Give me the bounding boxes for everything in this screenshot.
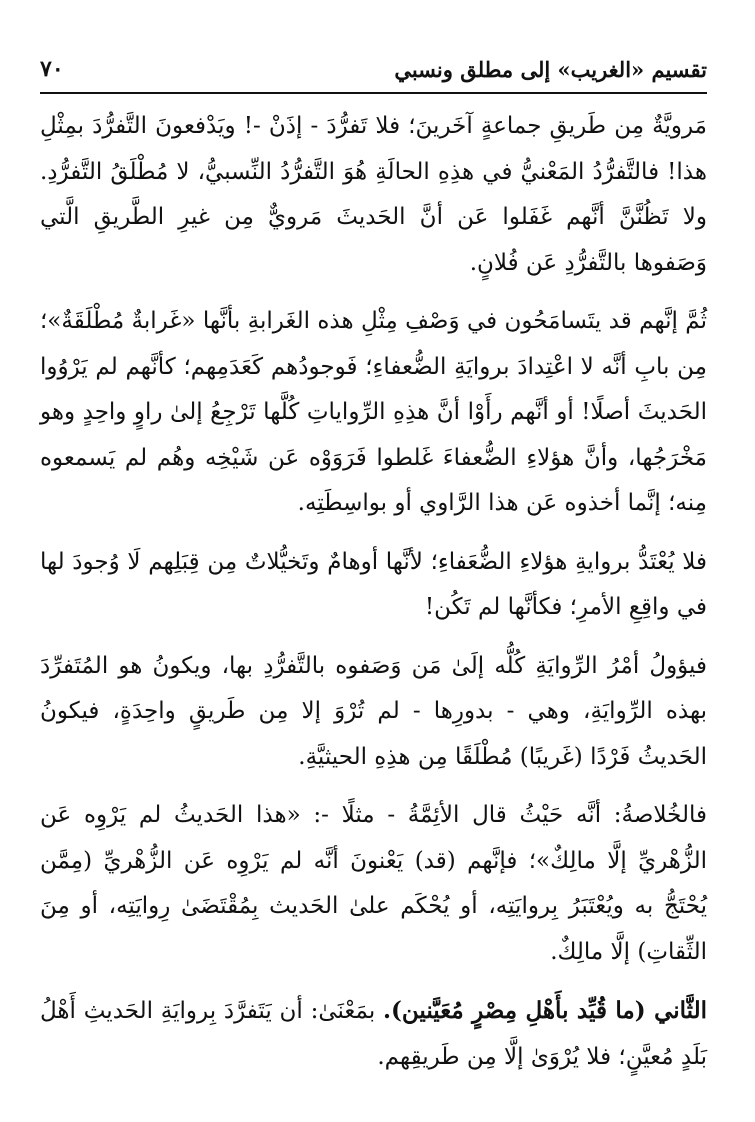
paragraph-6	[40, 988, 707, 1080]
paragraph-5: فالخُلاصةُ: أنَّه حَيْثُ قال الأئِمَّةُ - مثلًا -: «هذا الحَديثُ لم يَرْوِه عَن الزُّهْريِّ إلَّا مالِكٌ»؛ فإنَّهم (قد) يَعْنونَ أنَّه لم يَرْوِه عَن الزُّهْريِّ (مِمَّن يُحْتَجُّ به ويُعْتَبَرُ بِروايَتِه، أو يُحْكَم علىٰ الحَديث بِمُقْتَضَىٰ رِوايَتِه، أو مِنَ الثِّقاتِ) إلَّا مالِكٌ.	[40, 802, 707, 965]
page-header	[40, 52, 707, 86]
paragraph-2: ثُمَّ إنَّهم قد يتَسامَحُون في وَصْفِ مِثْلِ هذه الغَرابةِ بأنَّها «غَرابةٌ مُطْلَقَةٌ»؛ مِن بابِ أنَّه لا اعْتِدادَ بروايَةِ الضُّعفاءِ؛ فَوجودُهم كَعَدَمِهم؛ كأنَّهم لم يَرْوُوا الحَديثَ أصلًا! أو أنَّهم رأَوْا أنَّ هذِهِ الرِّواياتِ كُلَّها تَرْجِعُ إلىٰ راوٍ واحِدٍ وهو مَخْرَجُها، وأنَّ هؤلاءِ الضُّعفاءَ غَلطوا فَرَوَوْه عَن شَيْخِه وهُم لم يَسمعوه مِنه؛ إنَّما أخذوه عَن هذا الرَّاوي أو بواسِطَتِه.	[40, 308, 707, 516]
section-term: الثَّاني (ما قُيِّد بأَهْلِ مِصْرٍ مُعَيَّنين).	[383, 997, 707, 1024]
paragraph-3: فلا يُعْتَدُّ بروايةِ هؤلاءِ الضُّعَفاءِ؛ لأنَّها أوهامٌ وتَخيُّلاتٌ مِن قِبَلِهم لَا وُجودَ لها في واقِعِ الأمرِ؛ فكأنَّها لم تَكُن!	[40, 548, 707, 620]
page-number: ٧٠	[40, 56, 64, 82]
paragraph-4: فيؤولُ أمْرُ الرِّوايَةِ كُلُّه إلَىٰ مَن وَصَفوه بالتَّفرُّدِ بها، ويكونُ هو المُتَفرِّدَ بهذه الرِّوايَةِ، وهي - بدورِها - لم تُرْوَ إلا مِن طَريقٍ واحِدَةٍ، فيكونُ الحَديثُ فَرْدًا (غَريبًا) مُطْلَقًا مِن هذِهِ الحيثيَّةِ.	[40, 652, 707, 770]
paragraph-1: مَرويَّةٌ مِن طَريقِ جماعةٍ آخَرينَ؛ فلا تَفرُّدَ - إذَنْ -! ويَدْفعونَ التَّفرُّدَ بمِثْلِ هذا! فالتَّفرُّدُ المَعْنيُّ في هذِهِ الحالَةِ هُوَ التَّفرُّدُ النِّسبيُّ، لا مُطْلَقُ التَّفرُّدِ. ولا تَظُنَّنَّ أنَّهم غَفَلوا عَن أنَّ الحَديثَ مَرويٌّ مِن غيرِ الطَّريقِ الَّتي وَصَفوها بالتَّفرُّدِ عَن فُلانٍ.	[40, 113, 707, 276]
section-definition: بمَعْنَىٰ: أن يَتَفرَّدَ بِروايَةِ الحَديثِ أَهْلُ بَلَدٍ مُعيَّنٍ؛ فلا يُرْوَىٰ إلَّا مِن طَريقِهم.	[40, 998, 707, 1070]
running-title: تقسيم «الغريب» إلى مطلق ونسبي	[394, 56, 707, 82]
header-divider	[40, 92, 707, 94]
body-text	[40, 104, 707, 1093]
